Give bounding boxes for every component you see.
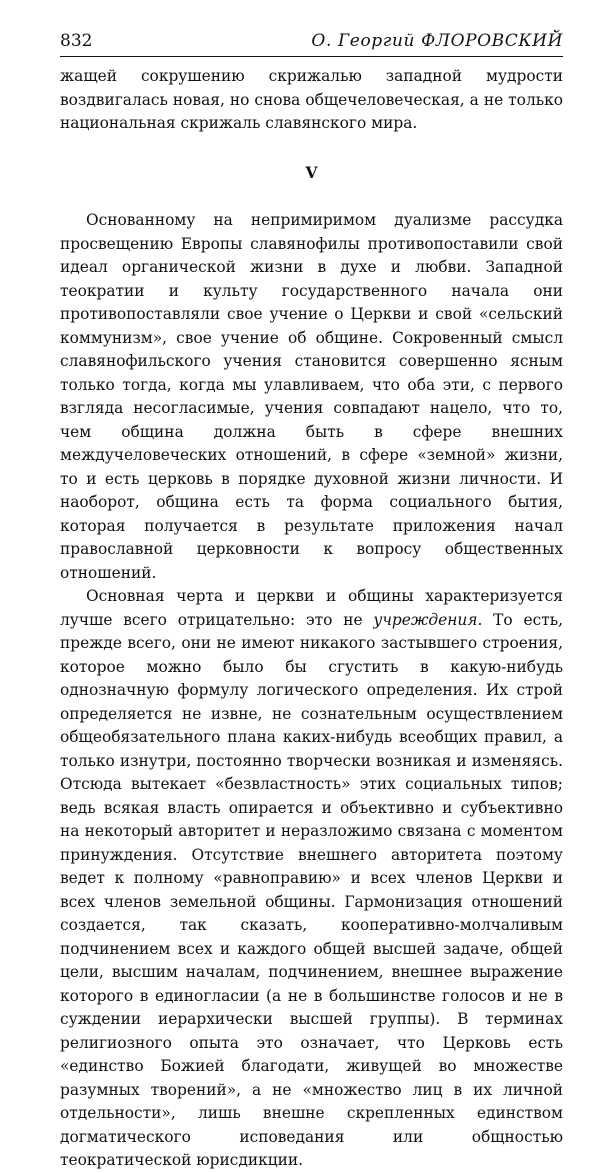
paragraph-continuation: жащей сокрушению скрижалью западной мудрости воздвигалась новая, но снова общечеловеческая, а не только национальная скрижаль славянского мира. [60, 67, 563, 132]
body-text [60, 65, 563, 1173]
emphasis-text: учреждения [373, 610, 478, 629]
running-header [60, 30, 563, 57]
paragraph-2 [60, 585, 563, 1173]
running-head-author: О. Георгий ФЛОРОВСКИЙ [311, 31, 563, 51]
section-heading: V [305, 163, 318, 182]
page-number: 832 [60, 31, 93, 51]
paragraph-1: Основанному на непримиримом дуализме рассудка просвещению Европы славянофилы противопоставили свой идеал органической жизни в духе и любви. Западной теократии и культу государственного начала они противопоставляли свое учение о Церкви и свой «сельский коммунизм», свое учение об общине. Сокровенный смысл славянофильского учения становится совершенно ясным только тогда, когда мы улавливаем, что оба эти, с первого взгляда несогласимые, учения совпадают нацело, что то, чем община должна быть в сфере внешних междучеловеческих отношений, в сфере «земной» жизни, то и есть церковь в порядке духовной жизни личности. И наоборот, община есть та форма социального бытия, которая получается в результате приложения начал православной церковности к вопросу общественных отношений. [60, 211, 563, 582]
paragraph-2-part-a: Основная черта и церкви и общины характеризуется лучше всего отрицательно: это не [60, 587, 563, 629]
book-page [60, 30, 563, 1173]
paragraph-2-part-b: . То есть, прежде всего, они не имеют никакого застывшего строения, которое можно было бы сгустить в какую-нибудь однозначную формулу логического определения. Их строй определяется не извне, не сознательным осуществлением общеобязательного плана каких-нибудь всеобщих правил, а только изнутри, постоянно творчески возникая и изменяясь. Отсюда вытекает «безвластность» этих социальных типов; ведь всякая власть опирается и объективно и субъективно на некоторый авторитет и неразложимо связана с моментом принуждения. Отсутствие внешнего авторитета поэтому ведет к полному «равноправию» и всех членов Церкви и всех членов земельной общины. Гармонизация отношений создается, так сказать, кооперативно-молчаливым подчинением всех и каждого общей высшей задаче, общей цели, высшим началам, подчинением, внешнее выражение которого в единогласии (а не в большинстве голосов и не в суждении иерархически высшей группы). В терминах религиозного опыта это означает, что Церковь есть «единство Божией благодати, живущей во множестве разумных творений», а не «множество лиц в их личной отдельности», лишь внешне скрепленных единством догматического исповедания или общностью теократической юрисдикции. [60, 610, 563, 1169]
